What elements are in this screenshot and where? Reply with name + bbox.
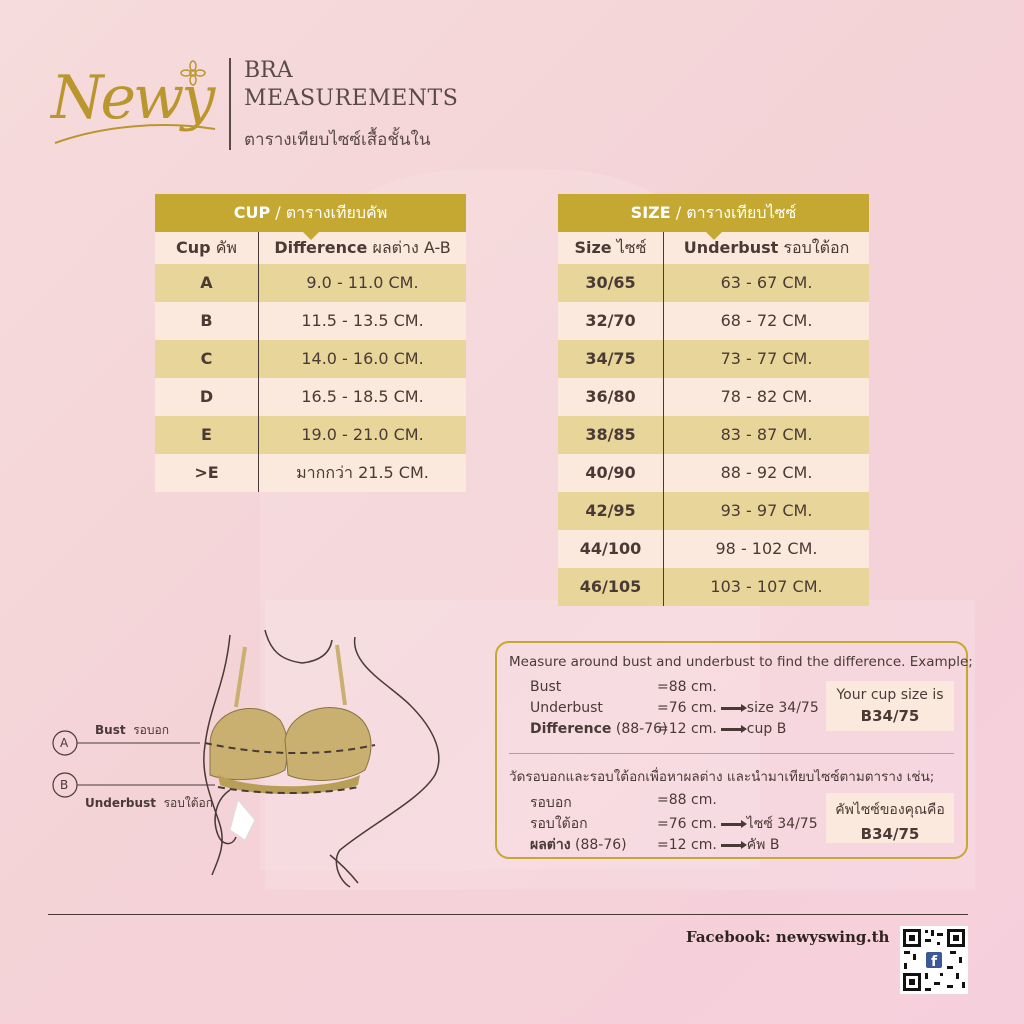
bra-figure-icon xyxy=(40,625,460,890)
size-cell: 46/105 xyxy=(558,568,664,606)
info-divider xyxy=(509,753,954,754)
table-row xyxy=(558,416,869,454)
qr-code-icon[interactable] xyxy=(900,926,968,994)
info-underbust-label-th: รอบใต้อก xyxy=(530,816,588,832)
facebook-handle: Facebook: newyswing.th xyxy=(686,928,890,946)
underbust-cell: 73 - 77 CM. xyxy=(720,349,813,368)
difference-column-header-th: ผลต่าง A-B xyxy=(367,238,451,257)
cup-table-header xyxy=(155,194,466,232)
arrow-right-icon xyxy=(721,728,743,731)
table-row xyxy=(155,416,466,454)
info-diff-result-th: คัพ B xyxy=(746,837,780,853)
info-diff-label-row-en xyxy=(530,721,667,737)
size-table xyxy=(558,194,869,606)
cup-cell: C xyxy=(155,340,259,378)
table-row xyxy=(155,264,466,302)
page-subtitle-th: ตารางเทียบไซซ์เสื้อชั้นใน xyxy=(244,130,431,150)
footer-divider xyxy=(48,914,968,915)
info-diff-label-en: Difference xyxy=(530,721,612,737)
diff-cell: 19.0 - 21.0 CM. xyxy=(301,425,424,444)
table-row xyxy=(558,568,869,606)
cup-column-header xyxy=(155,232,259,264)
underbust-cell: 68 - 72 CM. xyxy=(720,311,813,330)
bust-label-en: Bust xyxy=(95,723,126,737)
table-row xyxy=(558,530,869,568)
size-column-header-th: ไซซ์ xyxy=(611,238,647,257)
table-row xyxy=(558,454,869,492)
size-column-header-en: Size xyxy=(574,238,612,257)
difference-column-header-en: Difference xyxy=(274,238,368,257)
underbust-label-en: Underbust xyxy=(85,796,156,810)
diff-cell: 9.0 - 11.0 CM. xyxy=(306,273,419,292)
table-row xyxy=(558,340,869,378)
info-diff-label-th: ผลต่าง xyxy=(530,837,571,853)
page-title-line2: MEASUREMENTS xyxy=(244,86,459,111)
cup-column-header-en: Cup xyxy=(176,238,211,257)
arrow-right-icon xyxy=(721,844,743,847)
bust-label-th: รอบอก xyxy=(133,723,169,737)
underbust-column-header-th: รอบใต้อก xyxy=(778,238,850,257)
diff-cell: 14.0 - 16.0 CM. xyxy=(301,349,424,368)
table-row xyxy=(155,340,466,378)
brand-name: Newy xyxy=(51,63,213,133)
size-cell: 38/85 xyxy=(558,416,664,454)
info-lead-en: Measure around bust and underbust to find the difference. Example; xyxy=(509,654,973,670)
size-cell: 36/80 xyxy=(558,378,664,416)
underbust-cell: 93 - 97 CM. xyxy=(720,501,813,520)
table-row xyxy=(155,378,466,416)
cup-column-header-th: คัพ xyxy=(210,238,237,257)
info-underbust-row-en xyxy=(657,700,819,716)
size-cell: 32/70 xyxy=(558,302,664,340)
cup-table xyxy=(155,194,466,492)
size-table-title-th: / ตารางเทียบไซซ์ xyxy=(670,203,797,222)
size-cell: 34/75 xyxy=(558,340,664,378)
info-bust-label-en: Bust xyxy=(530,679,562,695)
result-box-value-th: B34/75 xyxy=(860,825,920,843)
arrow-right-icon xyxy=(721,823,743,826)
underbust-column-header xyxy=(664,232,869,264)
info-underbust-row-th xyxy=(657,813,818,835)
result-box-th xyxy=(826,793,954,843)
svg-text:f: f xyxy=(931,954,938,970)
info-diff-result-en: cup B xyxy=(746,721,787,737)
bust-label xyxy=(95,721,169,740)
table-row xyxy=(558,302,869,340)
underbust-cell: 78 - 82 CM. xyxy=(720,387,813,406)
info-bust-value-th: =88 cm. xyxy=(657,792,717,808)
info-diff-label-row-th xyxy=(530,834,627,856)
info-bust-label-th: รอบอก xyxy=(530,795,572,811)
cup-cell: D xyxy=(155,378,259,416)
brand-logo xyxy=(45,55,220,155)
underbust-label-th: รอบใต้อก xyxy=(163,796,213,810)
cup-cell: E xyxy=(155,416,259,454)
underbust-cell: 88 - 92 CM. xyxy=(720,463,813,482)
underbust-label xyxy=(85,794,213,813)
measurement-illustration xyxy=(40,625,460,890)
page-title-line1: BRA xyxy=(244,58,293,83)
underbust-cell: 83 - 87 CM. xyxy=(720,425,813,444)
size-cell: 42/95 xyxy=(558,492,664,530)
result-box-value-en: B34/75 xyxy=(860,707,920,725)
table-row xyxy=(558,264,869,302)
marker-b: B xyxy=(60,778,69,792)
info-bust-value-en: =88 cm. xyxy=(657,679,717,695)
info-lead-th: วัดรอบอกและรอบใต้อกเพื่อหาผลต่าง และนำมาเทียบไซซ์ตามตาราง เช่น; xyxy=(509,769,935,785)
info-underbust-value-th: =76 cm. xyxy=(657,816,717,832)
size-cell: 30/65 xyxy=(558,264,664,302)
info-diff-calc-en: (88-76) xyxy=(611,721,668,737)
underbust-column-header-en: Underbust xyxy=(683,238,779,257)
info-diff-row-th xyxy=(657,834,779,856)
arrow-right-icon xyxy=(721,707,743,710)
table-row xyxy=(155,454,466,492)
info-diff-row-en xyxy=(657,721,786,737)
info-underbust-value-en: =76 cm. xyxy=(657,700,717,716)
info-underbust-result-en: size 34/75 xyxy=(746,700,819,716)
underbust-cell: 103 - 107 CM. xyxy=(710,577,823,596)
result-box-en xyxy=(826,681,954,731)
table-row xyxy=(558,378,869,416)
diff-cell: 16.5 - 18.5 CM. xyxy=(301,387,424,406)
size-cell: 40/90 xyxy=(558,454,664,492)
underbust-cell: 63 - 67 CM. xyxy=(720,273,813,292)
info-diff-calc-th: (88-76) xyxy=(570,837,627,853)
result-box-label-th: คัพไซซ์ของคุณคือ xyxy=(835,802,945,818)
header-divider xyxy=(229,58,231,150)
marker-a: A xyxy=(60,736,69,750)
table-row xyxy=(558,492,869,530)
info-underbust-result-th: ไซซ์ 34/75 xyxy=(746,816,818,832)
example-info-box xyxy=(495,641,973,859)
diff-cell: มากกว่า 21.5 CM. xyxy=(296,463,429,482)
underbust-cell: 98 - 102 CM. xyxy=(715,539,818,558)
size-cell: 44/100 xyxy=(558,530,664,568)
cup-cell: B xyxy=(155,302,259,340)
size-column-header xyxy=(558,232,664,264)
difference-column-header xyxy=(259,232,466,264)
cup-table-title-th: / ตารางเทียบคัพ xyxy=(270,203,388,222)
diff-cell: 11.5 - 13.5 CM. xyxy=(301,311,424,330)
size-table-header xyxy=(558,194,869,232)
info-diff-value-en: =12 cm. xyxy=(657,721,717,737)
result-box-label-en: Your cup size is xyxy=(836,687,944,703)
size-table-title-en: SIZE xyxy=(630,203,671,222)
cup-cell: A xyxy=(155,264,259,302)
table-row xyxy=(155,302,466,340)
cup-table-title-en: CUP xyxy=(233,203,271,222)
info-diff-value-th: =12 cm. xyxy=(657,837,717,853)
cup-cell: >E xyxy=(155,454,259,492)
info-underbust-label-en: Underbust xyxy=(530,700,603,716)
